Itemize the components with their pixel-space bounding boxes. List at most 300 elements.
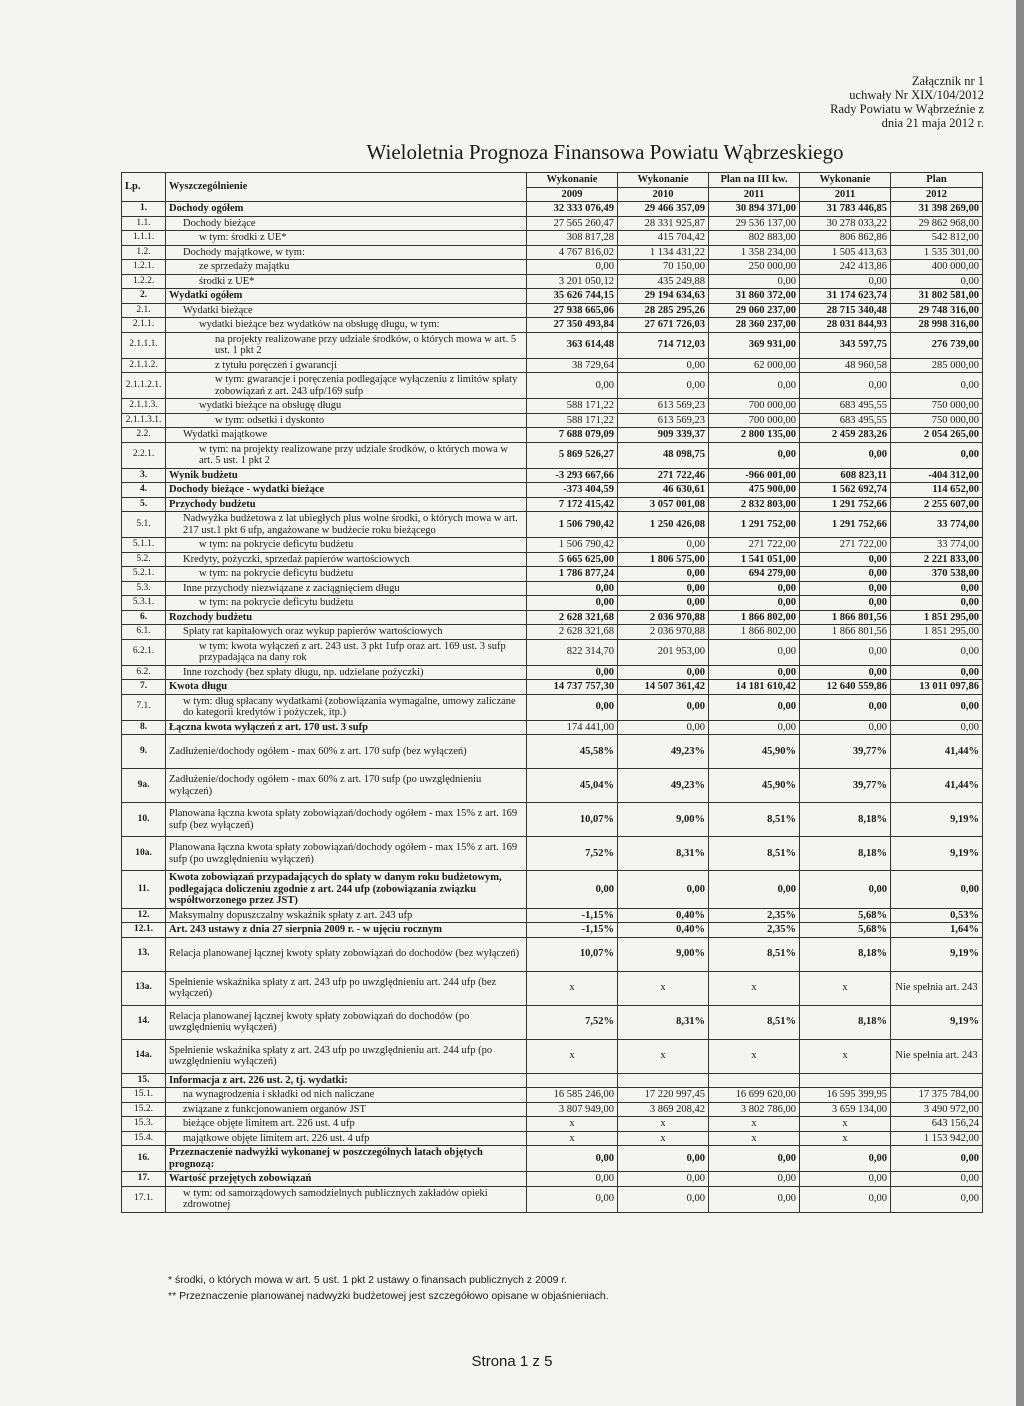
table-row [122,581,983,596]
col-header-c2: Wykonanie [618,173,709,188]
row-description: Wartość przejętych zobowiązań [166,1172,527,1187]
row-number: 5.3.1. [122,596,166,611]
row-number: 7.1. [122,694,166,720]
cell-value: 16 595 399,95 [800,1088,891,1103]
cell-value: 31 802 581,00 [891,289,983,304]
cell-value: 9,19% [891,803,983,837]
row-number: 10. [122,803,166,837]
row-number: 1.1.1. [122,231,166,246]
row-number: 1.2. [122,245,166,260]
row-description: Dochody bieżące [166,216,527,231]
cell-value: 27 350 493,84 [527,318,618,333]
cell-value: 694 279,00 [709,567,800,582]
cell-value: 0,00 [891,1146,983,1172]
cell-value: 28 360 237,00 [709,318,800,333]
cell-value: 683 495,55 [800,413,891,428]
cell-value: 1 786 877,24 [527,567,618,582]
cell-value: 0,00 [709,1186,800,1212]
table-row [122,497,983,512]
cell-value: 0,00 [527,871,618,909]
row-number: 17.1. [122,1186,166,1212]
cell-value: -1,15% [527,908,618,923]
row-description: Kredyty, pożyczki, sprzedaż papierów wartościowych [166,552,527,567]
cell-value: 0,00 [891,373,983,399]
row-number: 6.1. [122,625,166,640]
cell-value: 0,00 [618,567,709,582]
footnote-2: ** Przeznaczenie planowanej nadwyżki budżetowej jest szczegółowo opisane w objaśnieniach. [168,1290,609,1302]
cell-value: Nie spełnia art. 243 [891,971,983,1005]
row-description: Inne rozchody (bez spłaty długu, np. udzielane pożyczki) [166,665,527,680]
cell-value: 0,00 [709,1146,800,1172]
cell-value: 0,00 [891,871,983,909]
row-description: na projekty realizowane przy udziale środków, o których mowa w art. 5 ust. 1 pkt 2 [166,332,527,358]
cell-value: 308 817,28 [527,231,618,246]
table-row [122,908,983,923]
table-row [122,1005,983,1039]
table-row [122,610,983,625]
cell-value: 1 866 802,00 [709,625,800,640]
cell-value: 363 614,48 [527,332,618,358]
cell-value: -404 312,00 [891,468,983,483]
cell-value: 62 000,00 [709,358,800,373]
cell-value: x [709,1039,800,1073]
row-description: Spłaty rat kapitałowych oraz wykup papierów wartościowych [166,625,527,640]
table-row [122,442,983,468]
cell-value: 1 866 801,56 [800,625,891,640]
cell-value: 70 150,00 [618,260,709,275]
cell-value: 0,00 [800,581,891,596]
cell-value: 1 851 295,00 [891,625,983,640]
row-description: Przychody budżetu [166,497,527,512]
cell-value: 613 569,23 [618,413,709,428]
cell-value: 475 900,00 [709,483,800,498]
row-number: 2.1.1. [122,318,166,333]
row-description: w tym: środki z UE* [166,231,527,246]
row-number: 12. [122,908,166,923]
cell-value: 271 722,46 [618,468,709,483]
cell-value: 30 278 033,22 [800,216,891,231]
cell-value: 0,40% [618,923,709,938]
cell-value: 27 565 260,47 [527,216,618,231]
cell-value: 1 358 234,00 [709,245,800,260]
cell-value: 2,35% [709,923,800,938]
cell-value: 29 466 357,09 [618,202,709,217]
cell-value: 7 172 415,42 [527,497,618,512]
table-row [122,694,983,720]
cell-value: 1 291 752,00 [709,512,800,538]
cell-value: 0,00 [891,665,983,680]
table-row [122,1073,983,1088]
row-description: w tym: od samorządowych samodzielnych publicznych zakładów opieki zdrowotnej [166,1186,527,1212]
cell-value [618,1073,709,1088]
table-row [122,871,983,909]
cell-value: 201 953,00 [618,639,709,665]
table-row [122,625,983,640]
row-description: w tym: na projekty realizowane przy udziale środków, o których mowa w art. 5 ust. 1 pkt 2 [166,442,527,468]
header-line-1: Załącznik nr 1 [911,74,984,88]
cell-value [527,1073,618,1088]
table-row [122,665,983,680]
cell-value: 8,51% [709,1005,800,1039]
cell-value: 2 459 283,26 [800,428,891,443]
cell-value: 0,00 [527,665,618,680]
cell-value: 0,00 [527,596,618,611]
cell-value: 7 688 079,09 [527,428,618,443]
cell-value: 28 031 844,93 [800,318,891,333]
cell-value: x [527,971,618,1005]
row-description: Kwota zobowiązań przypadających do spłaty w danym roku budżetowym, podlegająca doliczeniu zgodnie z art. 244 ufp (zobowiązania związku współtworzonego przez JST) [166,871,527,909]
cell-value: 2 800 135,00 [709,428,800,443]
row-number: 2. [122,289,166,304]
cell-value: 0,00 [800,567,891,582]
row-number: 12.1. [122,923,166,938]
cell-value: 5 665 625,00 [527,552,618,567]
col-year-1: 2009 [527,187,618,202]
row-number: 6.2.1. [122,639,166,665]
cell-value [891,1073,983,1088]
cell-value: 0,00 [618,665,709,680]
col-header-desc: Wyszczególnienie [166,173,527,202]
row-number: 11. [122,871,166,909]
cell-value: 683 495,55 [800,399,891,414]
cell-value: 48 960,58 [800,358,891,373]
cell-value: 0,00 [618,596,709,611]
cell-value: 0,00 [891,596,983,611]
cell-value: 8,18% [800,803,891,837]
cell-value: 33 774,00 [891,538,983,553]
cell-value: 0,00 [618,538,709,553]
cell-value: x [800,1117,891,1132]
cell-value: x [709,1131,800,1146]
cell-value: 9,19% [891,1005,983,1039]
row-description: w tym: na pokrycie deficytu budżetu [166,538,527,553]
cell-value: 28 715 340,48 [800,303,891,318]
cell-value: 3 490 972,00 [891,1102,983,1117]
cell-value: 3 802 786,00 [709,1102,800,1117]
table-row [122,538,983,553]
cell-value: 31 174 623,74 [800,289,891,304]
table-row [122,567,983,582]
cell-value: 30 894 371,00 [709,202,800,217]
cell-value: 7,52% [527,837,618,871]
cell-value: x [618,1117,709,1132]
cell-value: x [618,971,709,1005]
document-header [830,74,984,130]
cell-value: 0,00 [800,552,891,567]
table-row [122,260,983,275]
cell-value: x [527,1117,618,1132]
table-row [122,216,983,231]
cell-value: 700 000,00 [709,413,800,428]
row-number: 14. [122,1005,166,1039]
cell-value: -373 404,59 [527,483,618,498]
cell-value: 39,77% [800,769,891,803]
cell-value: 0,00 [800,694,891,720]
cell-value: 0,00 [709,274,800,289]
cell-value: 0,00 [618,694,709,720]
cell-value: 0,00 [618,358,709,373]
cell-value: 45,58% [527,735,618,769]
cell-value: 276 739,00 [891,332,983,358]
cell-value: 0,00 [709,871,800,909]
cell-value: 28 285 295,26 [618,303,709,318]
cell-value: x [618,1039,709,1073]
row-description: na wynagrodzenia i składki od nich naliczane [166,1088,527,1103]
cell-value: 29 194 634,63 [618,289,709,304]
cell-value: 10,07% [527,937,618,971]
row-number: 7. [122,680,166,695]
cell-value: 0,00 [891,639,983,665]
table-row [122,720,983,735]
cell-value: 0,00 [891,442,983,468]
row-description: Dochody ogółem [166,202,527,217]
row-number: 6.2. [122,665,166,680]
col-year-2: 2010 [618,187,709,202]
cell-value: 0,00 [527,581,618,596]
cell-value: 370 538,00 [891,567,983,582]
cell-value: 0,40% [618,908,709,923]
cell-value: 28 331 925,87 [618,216,709,231]
table-row [122,1172,983,1187]
row-number: 1. [122,202,166,217]
cell-value: 0,00 [527,260,618,275]
cell-value: 0,00 [800,373,891,399]
cell-value: 8,18% [800,1005,891,1039]
cell-value: 0,00 [527,1186,618,1212]
cell-value: 174 441,00 [527,720,618,735]
row-description: Relacja planowanej łącznej kwoty spłaty zobowiązań do dochodów (bez wyłączeń) [166,937,527,971]
cell-value: 1 866 801,56 [800,610,891,625]
table-row [122,803,983,837]
col-header-c5: Plan [891,173,983,188]
cell-value: 1 153 942,00 [891,1131,983,1146]
cell-value: 7,52% [527,1005,618,1039]
row-description: Maksymalny dopuszczalny wskaźnik spłaty z art. 243 ufp [166,908,527,923]
cell-value: 29 862 968,00 [891,216,983,231]
row-number: 2.1. [122,303,166,318]
cell-value: 271 722,00 [800,538,891,553]
row-description: Relacja planowanej łącznej kwoty spłaty zobowiązań do dochodów (po uwzględnieniu wyłączeń) [166,1005,527,1039]
cell-value: x [527,1039,618,1073]
row-number: 15. [122,1073,166,1088]
cell-value: 369 931,00 [709,332,800,358]
row-description: Informacja z art. 226 ust. 2, tj. wydatki: [166,1073,527,1088]
table-row [122,413,983,428]
cell-value: 8,18% [800,937,891,971]
col-year-5: 2012 [891,187,983,202]
cell-value: x [618,1131,709,1146]
cell-value: 802 883,00 [709,231,800,246]
table-row [122,1186,983,1212]
cell-value: 35 626 744,15 [527,289,618,304]
cell-value: x [709,971,800,1005]
cell-value: 0,00 [800,1172,891,1187]
cell-value: 542 812,00 [891,231,983,246]
cell-value: 33 774,00 [891,512,983,538]
table-row [122,231,983,246]
cell-value: 39,77% [800,735,891,769]
table-row [122,202,983,217]
row-number: 1.1. [122,216,166,231]
row-number: 15.1. [122,1088,166,1103]
cell-value: 285 000,00 [891,358,983,373]
cell-value: 1 506 790,42 [527,512,618,538]
row-number: 3. [122,468,166,483]
cell-value: 909 339,37 [618,428,709,443]
cell-value: 9,19% [891,937,983,971]
table-row [122,735,983,769]
row-number: 15.3. [122,1117,166,1132]
col-year-3: 2011 [709,187,800,202]
row-description: w tym: kwota wyłączeń z art. 243 ust. 3 pkt 1ufp oraz art. 169 ust. 3 sufp przypadająca na dany rok [166,639,527,665]
cell-value: 4 767 816,02 [527,245,618,260]
cell-value [800,1073,891,1088]
cell-value: 8,18% [800,837,891,871]
page-number: Strona 1 z 5 [471,1353,553,1370]
cell-value: 31 860 372,00 [709,289,800,304]
cell-value: x [800,1131,891,1146]
row-number: 15.4. [122,1131,166,1146]
cell-value: 714 712,03 [618,332,709,358]
cell-value: 0,00 [618,1172,709,1187]
col-header-lp: Lp. [122,173,166,202]
cell-value: 0,00 [800,1146,891,1172]
table-row [122,937,983,971]
cell-value: x [527,1131,618,1146]
row-number: 2.2.1. [122,442,166,468]
cell-value: 114 652,00 [891,483,983,498]
table-row [122,769,983,803]
cell-value: -1,15% [527,923,618,938]
cell-value: 5,68% [800,908,891,923]
row-number: 2.2. [122,428,166,443]
row-description: Dochody majątkowe, w tym: [166,245,527,260]
scan-edge [1016,0,1024,1406]
cell-value: 0,53% [891,908,983,923]
cell-value: 0,00 [527,1172,618,1187]
cell-value: 1 541 051,00 [709,552,800,567]
footnote-1: * środki, o których mowa w art. 5 ust. 1 pkt 2 ustawy o finansach publicznych z 2009 r. [168,1274,568,1286]
table-row [122,1088,983,1103]
cell-value: 0,00 [800,665,891,680]
row-description: Zadłużenie/dochody ogółem - max 60% z art. 170 sufp (bez wyłączeń) [166,735,527,769]
row-description: w tym: na pokrycie deficytu budżetu [166,596,527,611]
cell-value: 0,00 [800,596,891,611]
row-description: Wydatki bieżące [166,303,527,318]
cell-value: 14 181 610,42 [709,680,800,695]
cell-value: 2 036 970,88 [618,610,709,625]
cell-value: 250 000,00 [709,260,800,275]
cell-value: 41,44% [891,735,983,769]
row-number: 2.1.1.3. [122,399,166,414]
cell-value: 14 507 361,42 [618,680,709,695]
header-line-3: Rady Powiatu w Wąbrzeźnie z [830,102,984,116]
row-description: Zadłużenie/dochody ogółem - max 60% z art. 170 sufp (po uwzględnieniu wyłączeń) [166,769,527,803]
row-number: 2.1.1.2. [122,358,166,373]
cell-value: 0,00 [800,871,891,909]
cell-value: -3 293 667,66 [527,468,618,483]
cell-value: 10,07% [527,803,618,837]
row-description: w tym: na pokrycie deficytu budżetu [166,567,527,582]
cell-value: 29 748 316,00 [891,303,983,318]
header-line-2: uchwały Nr XIX/104/2012 [849,88,984,102]
table-row [122,399,983,414]
cell-value: x [800,1039,891,1073]
row-description: majątkowe objęte limitem art. 226 ust. 4 ufp [166,1131,527,1146]
col-header-c4: Wykonanie [800,173,891,188]
col-header-c1: Wykonanie [527,173,618,188]
row-description: wydatki bieżące na obsługę długu [166,399,527,414]
cell-value: 29 060 237,00 [709,303,800,318]
cell-value: 8,51% [709,803,800,837]
cell-value: 12 640 559,86 [800,680,891,695]
cell-value: 242 413,86 [800,260,891,275]
cell-value: 0,00 [709,665,800,680]
cell-value: 0,00 [891,581,983,596]
table-row [122,1117,983,1132]
cell-value: 8,31% [618,1005,709,1039]
row-number: 9. [122,735,166,769]
cell-value: 0,00 [618,373,709,399]
cell-value: 2 036 970,88 [618,625,709,640]
cell-value: 0,00 [800,274,891,289]
cell-value: Nie spełnia art. 243 [891,1039,983,1073]
table-row [122,303,983,318]
cell-value: 27 671 726,03 [618,318,709,333]
table-row [122,289,983,304]
row-number: 5. [122,497,166,512]
cell-value: 1 866 802,00 [709,610,800,625]
cell-value: -966 001,00 [709,468,800,483]
cell-value: 0,00 [709,1172,800,1187]
cell-value: 1 134 431,22 [618,245,709,260]
cell-value: 5,68% [800,923,891,938]
row-number: 5.1.1. [122,538,166,553]
row-number: 4. [122,483,166,498]
cell-value: 822 314,70 [527,639,618,665]
table-row [122,512,983,538]
table-row [122,552,983,567]
cell-value: 0,00 [709,581,800,596]
row-number: 8. [122,720,166,735]
cell-value: 0,00 [709,639,800,665]
cell-value: 13 011 097,86 [891,680,983,695]
cell-value: 700 000,00 [709,399,800,414]
cell-value: 8,51% [709,837,800,871]
row-description: Kwota długu [166,680,527,695]
cell-value: 643 156,24 [891,1117,983,1132]
cell-value: 45,04% [527,769,618,803]
cell-value: 27 938 665,06 [527,303,618,318]
row-description: Przeznaczenie nadwyżki wykonanej w poszczególnych latach objętych prognozą: [166,1146,527,1172]
cell-value: 2 221 833,00 [891,552,983,567]
table-row [122,318,983,333]
cell-value: 0,00 [709,373,800,399]
table-row [122,1039,983,1073]
cell-value: 16 585 246,00 [527,1088,618,1103]
row-description: z tytułu poręczeń i gwarancji [166,358,527,373]
row-description: Rozchody budżetu [166,610,527,625]
table-row [122,971,983,1005]
col-year-4: 2011 [800,187,891,202]
cell-value: 1 291 752,66 [800,497,891,512]
row-description: Planowana łączna kwota spłaty zobowiązań/dochody ogółem - max 15% z art. 169 sufp (po uwzględnieniu wyłączeń) [166,837,527,871]
cell-value: 2 628 321,68 [527,610,618,625]
table-row [122,373,983,399]
cell-value: 49,23% [618,769,709,803]
row-description: Planowana łączna kwota spłaty zobowiązań/dochody ogółem - max 15% z art. 169 sufp (bez wyłączeń) [166,803,527,837]
cell-value: 9,00% [618,803,709,837]
